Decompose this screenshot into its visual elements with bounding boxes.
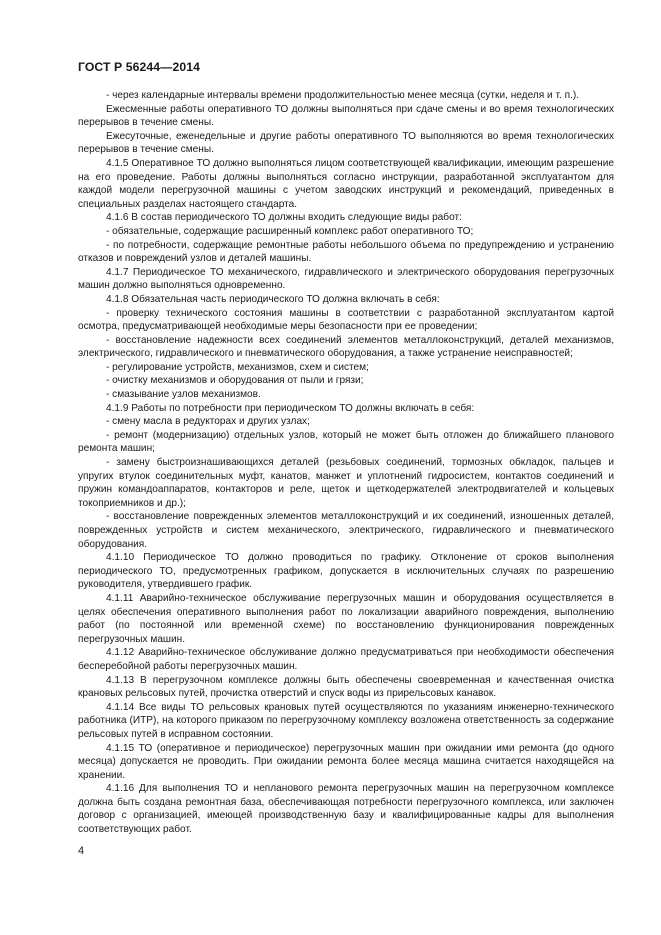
paragraph: 4.1.7 Периодическое ТО механического, гидравлического и электрического оборудования перегрузочных машин должно выполняться одновременно. — [78, 266, 614, 292]
paragraph: - восстановление поврежденных элементов металлоконструкций и их соединений, изношенных деталей, поврежденных устройств и систем механического, электрического, гидравлического и пневматического оборудования. — [78, 511, 614, 550]
paragraph: - проверку технического состояния машины в соответствии с разработанной эксплуатантом картой осмотра, предусматривающей необходимые меры безопасности при ее проведении; — [78, 307, 614, 333]
document-header: ГОСТ Р 56244—2014 — [78, 60, 200, 74]
paragraph: 4.1.15 ТО (оперативное и периодическое) перегрузочных машин при ожидании ими ремонта (до одного месяца) допускается не проводить. При ожидании ремонта более месяца машина считается находящейся на хранении. — [78, 742, 614, 781]
paragraph: - замену быстроизнашивающихся деталей (резьбовых соединений, тормозных обкладок, пальцев и упругих втулок соединительных муфт, канатов, манжет и уплотнений гидросистем, контактов соединений и пружин командоаппаратов, контакторов и реле, щеток и щеткодержателей электродвигателей и кольцевых токоприемников и др.); — [78, 457, 614, 509]
paragraph: - ремонт (модернизацию) отдельных узлов, который не может быть отложен до ближайшего планового ремонта машин; — [78, 429, 614, 455]
page-number: 4 — [78, 845, 85, 857]
paragraph: - через календарные интервалы времени продолжительностью менее месяца (сутки, неделя и т. п.). — [106, 90, 579, 101]
paragraph: 4.1.16 Для выполнения ТО и непланового ремонта перегрузочных машин на перегрузочном комплексе должна быть создана ремонтная база, обеспечивающая потребности перегрузочного комплекса, или заключен договор с организацией, имеющей производственную базу и квалифицированные кадры для выполнения соответствующих работ. — [78, 783, 614, 836]
paragraph: 4.1.5 Оперативное ТО должно выполняться лицом соответствующей квалификации, имеющим разрешение на его проведение. Работы должны выполняться согласно инструкции, разработанной эксплуатантом для каждой модели перегрузочной машины с учетом заводских инструкций и рекомендаций, приведенных в специальных разделах настоящего стандарта. — [78, 157, 614, 210]
paragraph: - восстановление надежности всех соединений элементов металлоконструкций, деталей механизмов, электрического, гидравлического и пневматического оборудования, а также устранение неисправностей; — [78, 334, 614, 360]
document-body — [78, 89, 614, 837]
paragraph: - очистку механизмов и оборудования от пыли и грязи; — [106, 375, 364, 387]
paragraph: 4.1.13 В перегрузочном комплексе должны быть обеспечены своевременная и качественная очистка крановых рельсовых путей, прочистка отверстий и спуск воды из прирельсовых канавок. — [78, 674, 614, 700]
paragraph: 4.1.14 Все виды ТО рельсовых крановых путей осуществляются по указаниям инженерно-технического работника (ИТР), на которого приказом по перегрузочному комплексу возложена ответственность за содержание рельсовых путей в исправном состоянии. — [78, 701, 614, 740]
paragraph: 4.1.9 Работы по потребности при периодическом ТО должны включать в себя: — [106, 402, 475, 414]
paragraph: - смазывание узлов механизмов. — [106, 389, 261, 401]
paragraph: 4.1.6 В состав периодического ТО должны входить следующие виды работ: — [106, 212, 462, 224]
paragraph: 4.1.12 Аварийно-техническое обслуживание должно предусматриваться при необходимости обеспечения бесперебойной работы перегрузочных машин. — [78, 647, 614, 672]
paragraph: 4.1.8 Обязательная часть периодического ТО должна включать в себя: — [106, 293, 440, 305]
paragraph: - по потребности, содержащие ремонтные работы небольшого объема по предупреждению и устранению отказов и повреждений узлов и деталей машины. — [78, 239, 614, 265]
paragraph: - обязательные, содержащие расширенный комплекс работ оперативного ТО; — [106, 225, 474, 237]
paragraph: Ежесуточные, еженедельные и другие работы оперативного ТО выполняются во время технологических перерывов в течение смены. — [78, 130, 614, 156]
paragraph: - регулирование устройств, механизмов, схем и систем; — [106, 361, 369, 373]
paragraph: 4.1.11 Аварийно-техническое обслуживание перегрузочных машин и оборудования осуществляется в целях обеспечения оперативного выполнения работ по локализации аварийного повреждения, выполнению работ (по постоянной или временной схеме) по восстановлению функционирования поврежденных перегрузочных машин. — [78, 592, 614, 645]
paragraph: Ежесменные работы оперативного ТО должны выполняться при сдаче смены и во время технологических перерывов в течение смены. — [78, 103, 614, 129]
paragraph: 4.1.10 Периодическое ТО должно проводиться по графику. Отклонение от сроков выполнения периодического ТО, предусмотренных графиком, допускается в исключительных случаях по разрешению руководителя, утвердившего график. — [78, 552, 614, 591]
paragraph: - смену масла в редукторах и других узлах; — [106, 416, 310, 428]
